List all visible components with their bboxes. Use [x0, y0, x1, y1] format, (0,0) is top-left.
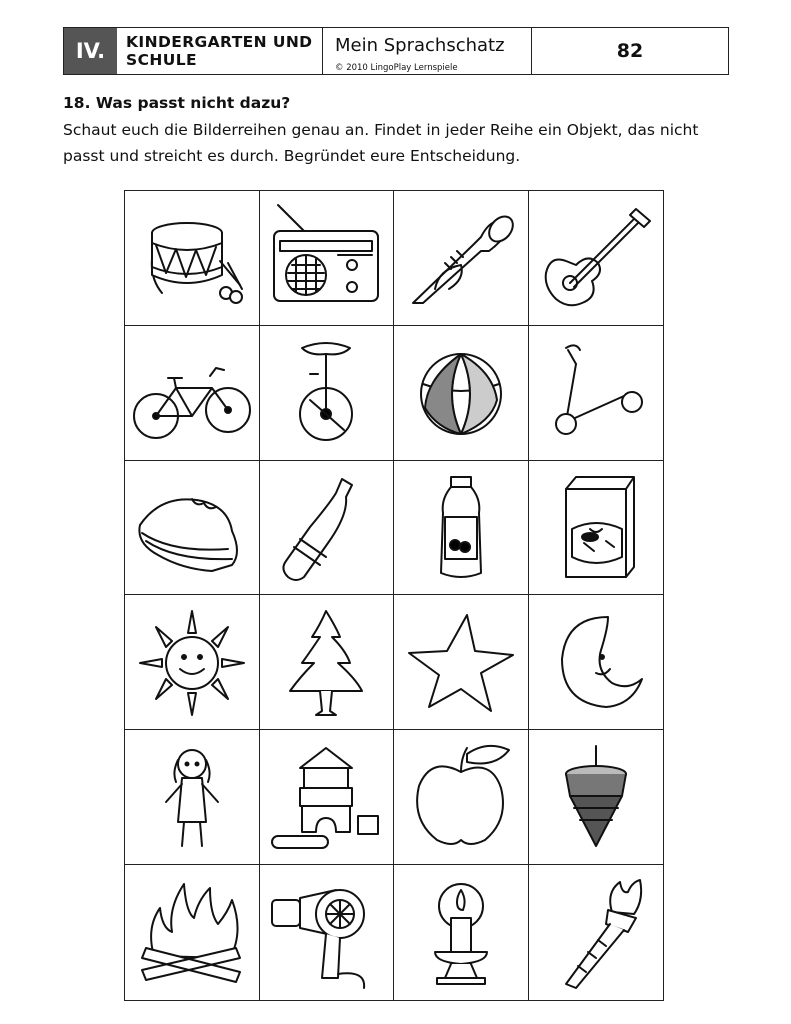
grid-cell[interactable]: [125, 730, 260, 865]
grid-cell[interactable]: [529, 730, 664, 865]
grid-cell[interactable]: [529, 461, 664, 596]
task-title: 18. Was passt nicht dazu?: [63, 94, 291, 112]
guitar-icon: [536, 203, 656, 313]
brand-box: [323, 28, 532, 74]
moon-icon: [536, 607, 656, 717]
grid-cell[interactable]: [394, 461, 529, 596]
bicycle-icon: [132, 338, 252, 448]
grid-cell[interactable]: [260, 326, 395, 461]
brand-name: Mein Sprachschatz: [335, 35, 505, 56]
page-number: 82: [616, 40, 644, 62]
grid-cell[interactable]: [260, 461, 395, 596]
grid-cell[interactable]: [125, 865, 260, 1000]
grid-cell[interactable]: [394, 730, 529, 865]
beach-ball-icon: [401, 338, 521, 448]
grid-cell[interactable]: [529, 191, 664, 326]
copyright-notice: © 2010 LingoPlay Lernspiele: [335, 63, 458, 73]
grid-cell[interactable]: [394, 865, 529, 1000]
sandwich-icon: [132, 473, 252, 583]
grid-cell[interactable]: [125, 326, 260, 461]
candle-icon: [401, 878, 521, 988]
spinning-top-icon: [536, 742, 656, 852]
picture-grid: [124, 190, 664, 1001]
milk-carton-icon: [536, 473, 656, 583]
fir-tree-icon: [266, 607, 386, 717]
grid-cell[interactable]: [394, 595, 529, 730]
star-icon: [401, 607, 521, 717]
juice-bottle-icon: [401, 473, 521, 583]
grid-cell[interactable]: [260, 595, 395, 730]
chapter-title: KINDERGARTEN UND SCHULE: [117, 28, 323, 74]
task-instructions: Schaut euch die Bilderreihen genau an. Findet in jeder Reihe ein Objekt, das nicht passt und streicht es durch. Begründet eure Entscheidung.: [63, 121, 699, 165]
grid-cell[interactable]: [125, 461, 260, 596]
torch-icon: [536, 878, 656, 988]
sun-icon: [132, 607, 252, 717]
building-blocks-icon: [266, 742, 386, 852]
grid-cell[interactable]: [529, 865, 664, 1000]
unicycle-icon: [266, 338, 386, 448]
grid-cell[interactable]: [260, 730, 395, 865]
chapter-number: IV.: [64, 28, 117, 74]
scooter-icon: [536, 338, 656, 448]
grid-cell[interactable]: [529, 326, 664, 461]
soda-bottle-icon: [266, 473, 386, 583]
trumpet-icon: [401, 203, 521, 313]
campfire-icon: [132, 878, 252, 988]
grid-cell[interactable]: [260, 865, 395, 1000]
grid-cell[interactable]: [125, 191, 260, 326]
doll-icon: [132, 742, 252, 852]
grid-cell[interactable]: [394, 326, 529, 461]
drum-icon: [132, 203, 252, 313]
grid-cell[interactable]: [125, 595, 260, 730]
hair-dryer-icon: [266, 878, 386, 988]
grid-cell[interactable]: [529, 595, 664, 730]
worksheet-header: [63, 27, 729, 75]
grid-cell[interactable]: [260, 191, 395, 326]
apple-icon: [401, 742, 521, 852]
radio-icon: [266, 203, 386, 313]
grid-cell[interactable]: [394, 191, 529, 326]
